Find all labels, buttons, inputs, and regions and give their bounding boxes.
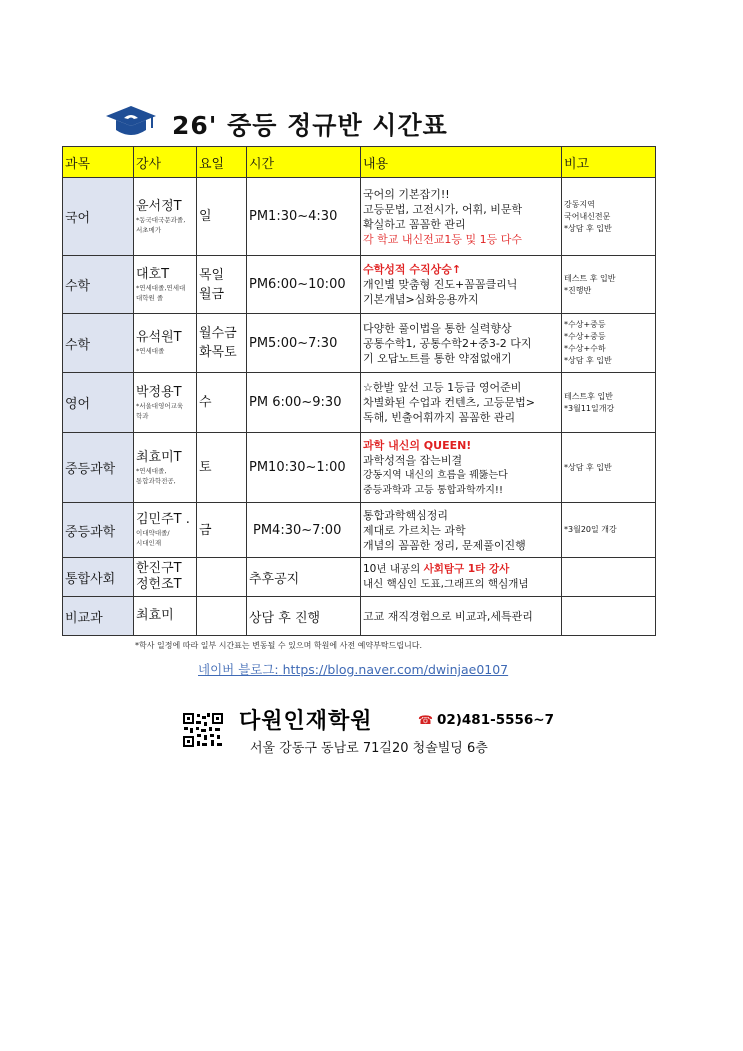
content-line: 국어의 기본잡기!! xyxy=(363,187,450,201)
day-cell xyxy=(197,503,247,558)
subject-cell: 영어 xyxy=(63,373,134,433)
time-cell: PM6:00~10:00 xyxy=(247,256,361,314)
table-row xyxy=(63,597,656,636)
teacher-cell xyxy=(134,503,197,558)
subject-cell: 통합사회 xyxy=(63,558,134,597)
teacher-note: 학과 xyxy=(136,411,149,420)
subject-cell: 비교과 xyxy=(63,597,134,636)
content-line: 개념의 꼼꼼한 정리, 문제풀이진행 xyxy=(363,538,526,552)
subject-cell: 수학 xyxy=(63,256,134,314)
teacher-note: *연세대졸, xyxy=(136,466,167,475)
remarks-cell xyxy=(562,178,656,256)
remarks-cell xyxy=(562,597,656,636)
teacher-name: 최효미T xyxy=(136,449,182,465)
teacher-note: *연세대졸 xyxy=(136,347,165,355)
day-cell xyxy=(197,558,247,597)
time-cell: PM 6:00~9:30 xyxy=(247,373,361,433)
column-header: 시간 xyxy=(247,147,361,178)
content-line xyxy=(363,562,559,577)
teacher-cell xyxy=(134,256,197,314)
subject-cell: 중등과학 xyxy=(63,503,134,558)
phone-text: 02)481-5556~7 xyxy=(436,712,554,728)
content-line-highlight: 과학 내신의 QUEEN! xyxy=(363,438,472,452)
teacher-note: 서초메가 xyxy=(136,225,162,234)
teacher-cell xyxy=(134,433,197,503)
teacher-cell xyxy=(134,178,197,256)
content-line: 기본개념>심화응용까지 xyxy=(363,293,479,306)
content-cell xyxy=(361,314,562,373)
remarks-cell xyxy=(562,314,656,373)
teacher-name: 정헌조T xyxy=(136,577,182,592)
table-row xyxy=(63,314,656,373)
teacher-note: 이대약대졸/ xyxy=(136,529,170,537)
day-label: 금 xyxy=(199,522,212,538)
remarks-cell xyxy=(562,558,656,597)
content-line: 독해, 빈출어휘까지 꼼꼼한 관리 xyxy=(363,411,516,424)
day-cell xyxy=(197,178,247,256)
teacher-note: *연세대졸,연세대 xyxy=(136,283,186,292)
qr-code-icon xyxy=(182,712,224,748)
teacher-name: 김민주T . xyxy=(136,512,190,527)
table-row xyxy=(63,558,656,597)
day-cell xyxy=(197,597,247,636)
content-line: 기 오답노트를 통한 약점없애기 xyxy=(363,351,512,365)
graduation-cap-logo-icon xyxy=(104,104,158,140)
content-cell xyxy=(361,256,562,314)
subject-cell: 중등과학 xyxy=(63,433,134,503)
remark-line: 국어내신전문 xyxy=(564,211,611,221)
time-cell: PM4:30~7:00 xyxy=(247,503,361,558)
subject-cell: 국어 xyxy=(63,178,134,256)
remark-line: 강동지역 xyxy=(564,199,595,209)
day-label: 월금 xyxy=(199,286,225,302)
content-line: 내신 핵심인 도표,그래프의 핵심개념 xyxy=(363,578,529,590)
telephone-icon: ☎ xyxy=(418,713,433,727)
subject-cell: 수학 xyxy=(63,314,134,373)
remark-line: 테스트후 입반 xyxy=(564,391,613,401)
content-line-highlight: 각 학교 내신전교1등 및 1등 다수 xyxy=(363,232,522,246)
column-header: 과목 xyxy=(63,147,134,178)
content-prefix: 10년 내공의 xyxy=(363,563,424,575)
teacher-note: *동국대국문과졸, xyxy=(136,215,186,224)
teacher-name: 한진구T xyxy=(136,561,182,576)
content-line: 확실하고 꼼꼼한 관리 xyxy=(363,217,466,231)
remark-line: *수상+중등 xyxy=(564,332,606,341)
table-row xyxy=(63,503,656,558)
address: 서울 강동구 동남로 71길20 청솔빌딩 6층 xyxy=(250,741,488,756)
table-row xyxy=(63,178,656,256)
content-line: 개인별 맞춤형 진도+꼼꼼클리닉 xyxy=(363,278,518,291)
day-cell xyxy=(197,256,247,314)
remark-line: *수상+수하 xyxy=(564,344,606,353)
column-header: 비고 xyxy=(562,147,656,178)
content-line: 통합과학핵심정리 xyxy=(363,508,449,522)
timetable xyxy=(62,146,656,636)
remark-line: *3월20일 개강 xyxy=(564,525,617,534)
remark-line: *상담 후 입반 xyxy=(564,356,612,365)
teacher-name: 유석원T xyxy=(136,330,182,345)
content-cell xyxy=(361,433,562,503)
content-line: 고등문법, 고전시가, 어휘, 비문학 xyxy=(363,202,523,216)
teacher-name: 윤서정T xyxy=(136,198,182,214)
footnote: *학사 일정에 따라 일부 시간표는 변동될 수 있으며 학원에 사전 예약부탁드립니다. xyxy=(135,641,422,650)
content-cell xyxy=(361,178,562,256)
remark-line: *상담 후 입반 xyxy=(564,223,612,233)
teacher-name: 박정용T xyxy=(136,384,182,400)
teacher-note: *서울대영어교육 xyxy=(136,401,184,410)
teacher-cell xyxy=(134,314,197,373)
title-area xyxy=(100,102,660,142)
column-header: 강사 xyxy=(134,147,197,178)
remarks-cell xyxy=(562,373,656,433)
remark-line: *수상+중등 xyxy=(564,320,606,329)
content-line: 다양한 풀이법을 통한 실력향상 xyxy=(363,321,512,335)
page-title: 26' 중등 정규반 시간표 xyxy=(172,111,448,140)
blog-url: https://blog.naver.com/dwinjae0107 xyxy=(282,662,509,677)
time-cell: 상담 후 진행 xyxy=(247,597,361,636)
blog-link[interactable] xyxy=(198,660,508,678)
remark-line: *3월11일개강 xyxy=(564,403,615,413)
content-highlight: 사회탐구 1타 강사 xyxy=(423,563,510,575)
content-line-highlight: 수학성적 수직상승↑ xyxy=(363,263,462,276)
content-line: 중등과학과 고등 통합과학까지!! xyxy=(363,484,503,496)
time-cell: PM5:00~7:30 xyxy=(247,314,361,373)
table-row xyxy=(63,373,656,433)
day-cell xyxy=(197,373,247,433)
remark-line: *진행반 xyxy=(564,285,592,295)
content-line: 고교 재직경험으로 비교과,세특관리 xyxy=(363,609,533,623)
time-cell: PM10:30~1:00 xyxy=(247,433,361,503)
teacher-note: 시대인재 xyxy=(136,539,162,547)
content-line: 과학성적을 잡는비결 xyxy=(363,453,463,467)
table-row xyxy=(63,433,656,503)
day-label: 토 xyxy=(199,460,212,475)
content-line: 강동지역 내신의 흐름을 꿰뚫는다 xyxy=(363,469,508,481)
time-cell: PM1:30~4:30 xyxy=(247,178,361,256)
content-cell xyxy=(361,558,562,597)
teacher-cell xyxy=(134,597,197,636)
content-line: ☆한발 앞선 고등 1등급 영어준비 xyxy=(363,381,522,394)
day-cell xyxy=(197,433,247,503)
remarks-cell xyxy=(562,433,656,503)
remarks-cell xyxy=(562,256,656,314)
column-header: 내용 xyxy=(361,147,562,178)
content-cell xyxy=(361,597,562,636)
day-label: 수 xyxy=(199,395,212,410)
blog-label: 네이버 블로그: xyxy=(198,662,279,677)
time-cell: 추후공지 xyxy=(247,558,361,597)
day-cell xyxy=(197,314,247,373)
content-line: 차별화된 수업과 컨텐츠, 고등문법> xyxy=(363,396,535,409)
day-label: 화목토 xyxy=(199,345,237,360)
teacher-cell xyxy=(134,373,197,433)
teacher-name: 대호T xyxy=(136,266,170,282)
content-cell xyxy=(361,373,562,433)
content-cell xyxy=(361,503,562,558)
remark-line: 테스트 후 입반 xyxy=(564,273,616,283)
day-label: 일 xyxy=(199,209,212,224)
content-line: 제대로 가르치는 과학 xyxy=(363,523,466,537)
teacher-note: 통합과학전공, xyxy=(136,476,176,485)
phone-number xyxy=(418,712,554,728)
header-row xyxy=(63,147,656,178)
content-line: 공통수학1, 공통수학2+중3-2 다지 xyxy=(363,336,532,350)
day-label: 목일 xyxy=(199,267,225,283)
day-label: 월수금 xyxy=(199,326,237,341)
teacher-note: 대학원 졸 xyxy=(136,293,164,302)
academy-name: 다원인재학원 xyxy=(239,709,373,734)
teacher-name: 최효미 xyxy=(136,608,174,623)
remark-line: *상담 후 입반 xyxy=(564,462,612,472)
table-row xyxy=(63,256,656,314)
teacher-cell xyxy=(134,558,197,597)
remarks-cell xyxy=(562,503,656,558)
column-header: 요일 xyxy=(197,147,247,178)
